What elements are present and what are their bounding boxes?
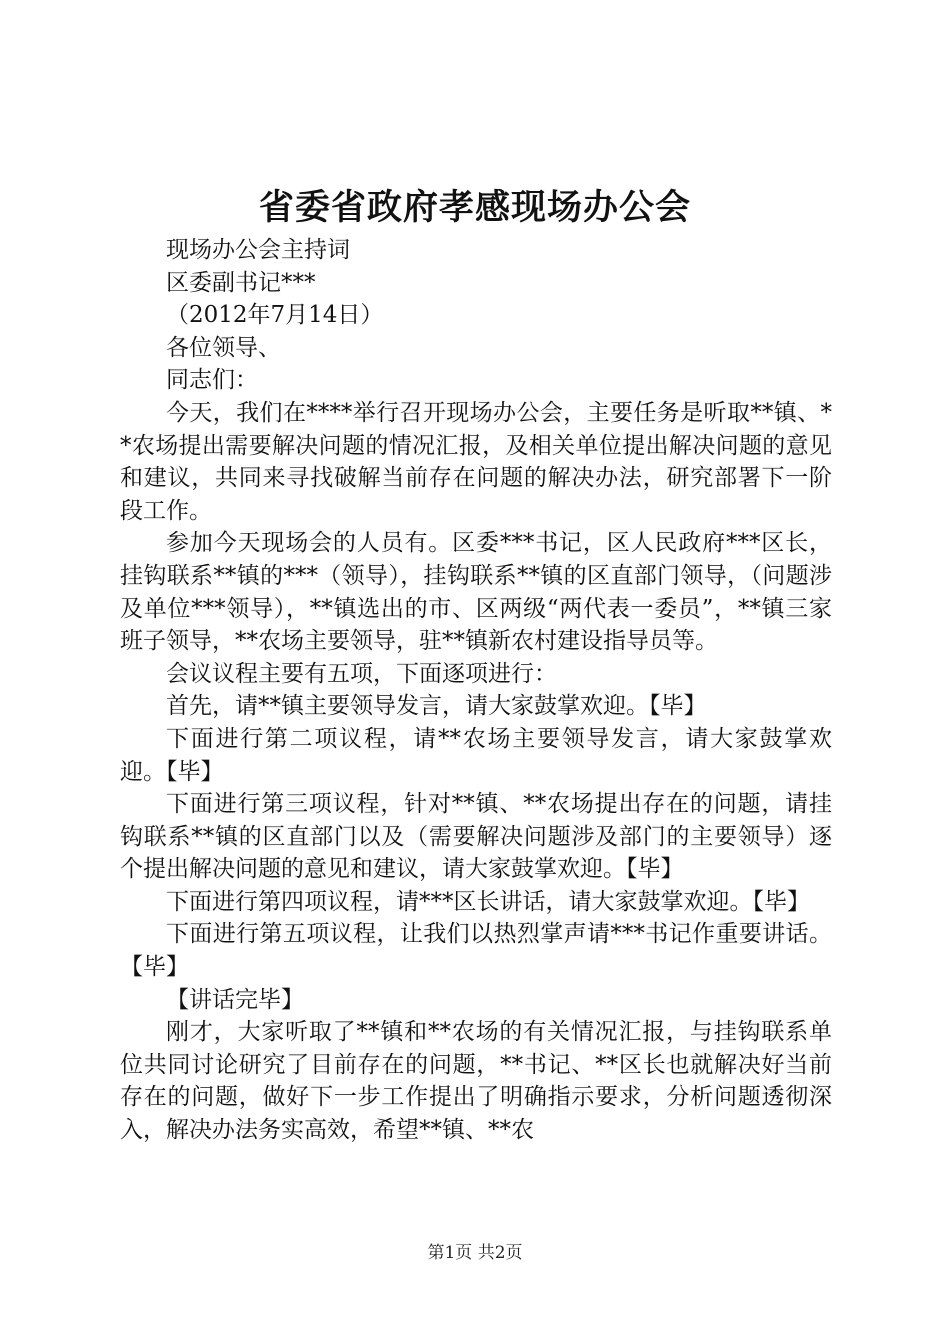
document-title: 省委省政府孝感现场办公会: [258, 187, 691, 228]
paragraph-agenda-intro: 会议议程主要有五项，下面逐项进行：: [166, 660, 557, 687]
paragraph-salutation-leaders: 各位领导、: [166, 334, 281, 361]
page-footer: 第1页 共2页: [427, 1243, 523, 1263]
paragraph-agenda-item-5: 下面进行第五项议程，让我们以热烈掌声请***书记作重要讲话。【毕】: [120, 921, 832, 981]
paragraph-attendees: 参加今天现场会的人员有。区委***书记，区人民政府***区长，挂钩联系**镇的***（领导），挂钩联系**镇的区直部门领导，（问题涉及单位***领导），**镇选出的市、区两级“两代表一委员”，**镇三家班子领导，**农场主要领导，驻**镇新农村建设指导员等。: [120, 530, 832, 655]
paragraph-agenda-item-2: 下面进行第二项议程，请**农场主要领导发言，请大家鼓掌欢迎。【毕】: [120, 725, 832, 785]
paragraph-summary: 刚才，大家听取了**镇和**农场的有关情况汇报，与挂钩联系单位共同讨论研究了目前存在的问题，**书记、**区长也就解决好当前存在的问题，做好下一步工作提出了明确指示要求，分析问题透彻深入，解决办法务实高效，希望**镇、**农: [120, 1019, 832, 1144]
paragraph-agenda-item-4: 下面进行第四项议程，请***区长讲话，请大家鼓掌欢迎。【毕】: [166, 888, 810, 915]
paragraph-date: （2012年7月14日）: [166, 302, 384, 329]
document-body: [120, 234, 832, 1147]
paragraph-salutation-comrades: 同志们：: [166, 367, 258, 394]
paragraph-speech-type: 现场办公会主持词: [166, 237, 350, 263]
paragraph-agenda-item-1: 首先，请**镇主要领导发言，请大家鼓掌欢迎。【毕】: [166, 693, 707, 720]
paragraph-speaker: 区委副书记***: [166, 269, 316, 296]
paragraph-agenda-item-3: 下面进行第三项议程，针对**镇、**农场提出存在的问题，请挂钩联系**镇的区直部门以及（需要解决问题涉及部门的主要领导）逐个提出解决问题的意见和建议，请大家鼓掌欢迎。【毕】: [120, 791, 832, 883]
paragraph-opening: 今天，我们在****举行召开现场办公会，主要任务是听取**镇、**农场提出需要解决问题的情况汇报，及相关单位提出解决问题的意见和建议，共同来寻找破解当前存在问题的解决办法，研究部署下一阶段工作。: [120, 399, 832, 524]
paragraph-speech-end: 【讲话完毕】: [166, 986, 304, 1013]
